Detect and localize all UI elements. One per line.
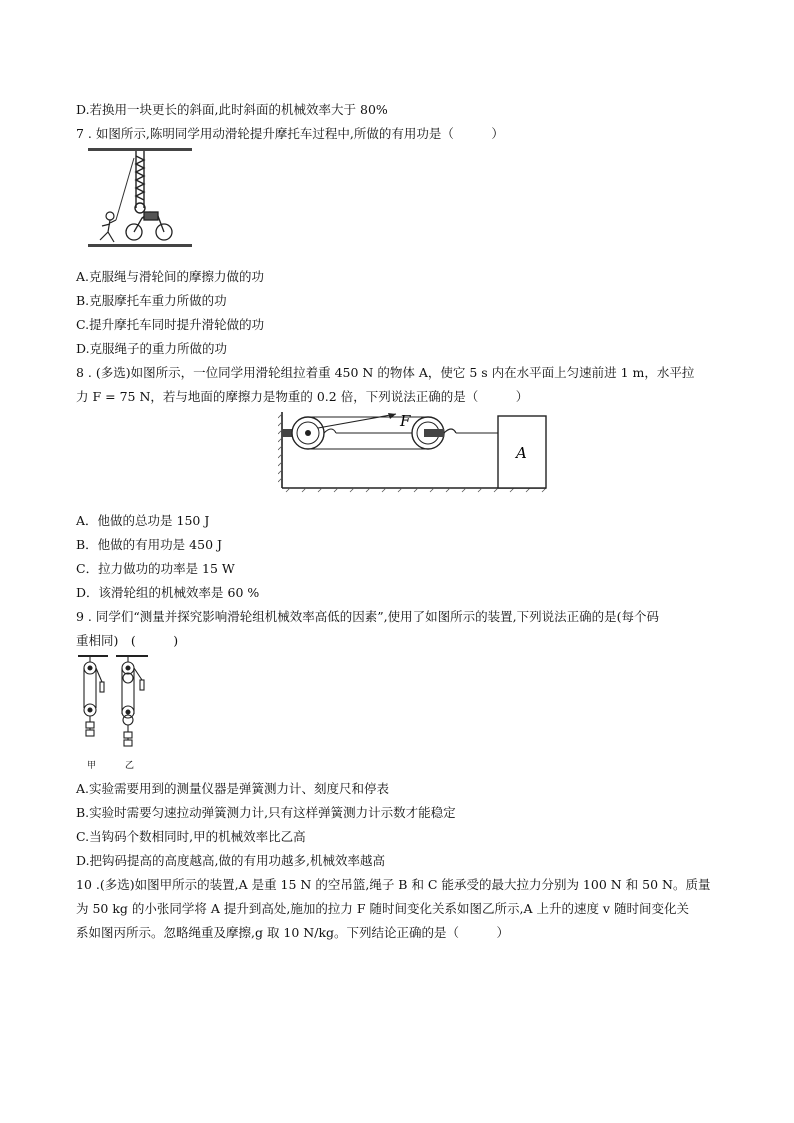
q8-stem-line2: 力 F = 75 N，若与地面的摩擦力是物重的 0.2 倍，下列说法正确的是（ ） [76, 389, 529, 404]
q9-option-a: A.实验需要用到的测量仪器是弹簧测力计、刻度尺和停表 [76, 781, 390, 796]
setup-jia [78, 656, 108, 736]
q10-stem-line3: 系如图丙所示。忽略绳重及摩擦,g 取 10 N/kg。下列结论正确的是（ ） [76, 925, 510, 940]
q7-stem: 7 . 如图所示,陈明同学用动滑轮提升摩托车过程中,所做的有用功是（ ） [76, 126, 504, 141]
q9-option-c: C.当钩码个数相同时,甲的机械效率比乙高 [76, 829, 306, 844]
q6-option-d: D.若换用一块更长的斜面,此时斜面的机械效率大于 80% [76, 102, 388, 117]
force-label: F [400, 412, 411, 430]
q8-option-a: A．他做的总功是 150 J [76, 513, 210, 528]
q10-stem-line2: 为 50 kg 的小张同学将 A 提升到高处,施加的拉力 F 随时间变化关系如图乙所示,A 上升的速度 v 随时间变化关 [76, 901, 689, 916]
rope [116, 158, 134, 220]
q7-option-d: D.克服绳子的重力所做的功 [76, 341, 228, 356]
motorcycle [126, 212, 172, 240]
q9-option-d: D.把钩码提高的高度越高,做的有用功越多,机械效率越高 [76, 853, 385, 868]
fixed-pulley [282, 417, 324, 449]
man-pulling [100, 212, 116, 242]
block-a-label: A [516, 444, 527, 462]
pulley-chain [136, 151, 144, 208]
force-arrow [318, 413, 396, 428]
label-yi: 乙 [125, 761, 135, 771]
q8-figure [278, 410, 548, 494]
q9-stem-line2: 重相同) ( ) [76, 633, 179, 648]
q10-stem-line1: 10 .(多选)如图甲所示的装置,A 是重 15 N 的空吊篮,绳子 B 和 C 能承受的最大拉力分别为 100 N 和 50 N。质量 [76, 877, 711, 892]
ground-line [88, 244, 192, 247]
label-jia: 甲 [87, 761, 97, 771]
q8-option-c: C．拉力做功的功率是 15 W [76, 561, 235, 576]
movable-pulley [412, 417, 456, 449]
q7-option-a: A.克服绳与滑轮间的摩擦力做的功 [76, 269, 265, 284]
q9-figure [72, 652, 156, 772]
q9-stem-line1: 9 . 同学们“测量并探究影响滑轮组机械效率高低的因素”,使用了如图所示的装置,下列说法正确的是(每个码 [76, 609, 659, 624]
setup-yi [116, 656, 148, 746]
q7-option-b: B.克服摩托车重力所做的功 [76, 293, 227, 308]
q8-option-d: D．该滑轮组的机械效率是 60 % [76, 585, 260, 600]
q7-option-c: C.提升摩托车同时提升滑轮做的功 [76, 317, 265, 332]
q8-option-b: B．他做的有用功是 450 J [76, 537, 223, 552]
q9-option-b: B.实验时需要匀速拉动弹簧测力计,只有这样弹簧测力计示数才能稳定 [76, 805, 456, 820]
q8-stem-line1: 8 . (多选)如图所示，一位同学用滑轮组拉着重 450 N 的物体 A，使它 5 s 内在水平面上匀速前进 1 m，水平拉 [76, 365, 695, 380]
q7-figure [86, 146, 194, 250]
ceiling-beam [88, 148, 192, 151]
